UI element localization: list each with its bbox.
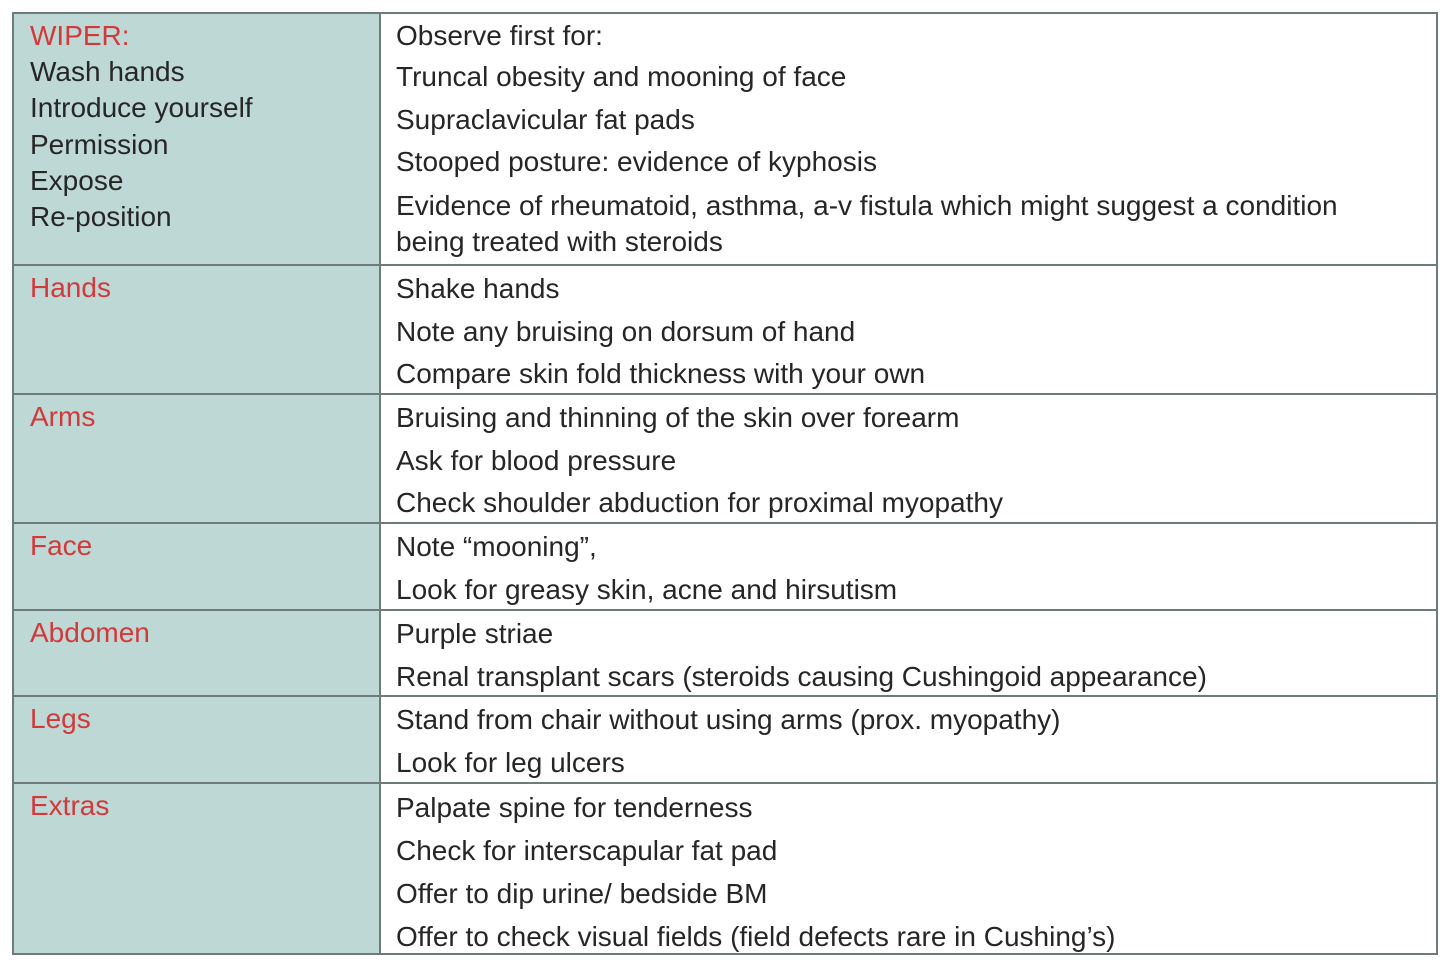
list-item: Stooped posture: evidence of kyphosis (396, 146, 877, 178)
row-heading: Abdomen (30, 617, 150, 648)
list-item: Look for greasy skin, acne and hirsutism (396, 573, 898, 605)
list-item: Truncal obesity and mooning of face (396, 61, 847, 92)
examination-checklist-table (12, 12, 1438, 955)
row-items-cell (381, 784, 1436, 953)
list-item: Supraclavicular fat pads (396, 103, 695, 135)
table-row-legs (14, 695, 1436, 782)
row-items-cell (381, 611, 1436, 695)
list-item: Bruising and thinning of the skin over forearm (396, 402, 960, 433)
list-item: Note any bruising on dorsum of hand (396, 315, 856, 347)
table-row-extras (14, 782, 1436, 953)
row-items-cell (381, 395, 1436, 522)
list-item: Check for interscapular fat pad (396, 835, 778, 866)
row-heading-cell (14, 524, 381, 609)
list-item: Note “mooning”, (396, 531, 597, 562)
wiper-step: Introduce yourself (30, 92, 253, 124)
row-heading: Extras (30, 790, 110, 821)
list-item: Compare skin fold thickness with your own (396, 358, 926, 390)
row-items-cell (381, 697, 1436, 782)
list-item: Shake hands (396, 273, 560, 304)
wiper-step: Expose (30, 164, 124, 196)
row-items-cell (381, 14, 1436, 264)
row-heading: Hands (30, 272, 111, 303)
wiper-step: Permission (30, 128, 169, 160)
row-items-cell (381, 266, 1436, 393)
table-row-face (14, 522, 1436, 609)
table-row-hands (14, 264, 1436, 393)
table-row-wiper (14, 14, 1436, 264)
wiper-step: Wash hands (30, 56, 185, 87)
list-item: Offer to dip urine/ bedside BM (396, 878, 768, 909)
table-row-abdomen (14, 609, 1436, 695)
list-item: Evidence of rheumatoid, asthma, a-v fistula which might suggest a condition being treated with steroids (396, 190, 1338, 258)
row-heading: Legs (30, 703, 91, 734)
row-heading-cell (14, 14, 381, 264)
row-heading-cell (14, 784, 381, 953)
list-item: Renal transplant scars (steroids causing Cushingoid appearance) (396, 660, 1207, 692)
list-item: Stand from chair without using arms (prox. myopathy) (396, 704, 1061, 735)
row-heading: WIPER: (30, 20, 130, 51)
list-item: Palpate spine for tenderness (396, 792, 753, 823)
list-item: Purple striae (396, 618, 554, 649)
list-item: Observe first for: (396, 20, 603, 51)
row-heading-cell (14, 266, 381, 393)
list-item: Check shoulder abduction for proximal myopathy (396, 487, 1003, 519)
row-heading-cell (14, 697, 381, 782)
list-item: Look for leg ulcers (396, 746, 625, 778)
list-item: Offer to check visual fields (field defects rare in Cushing’s) (396, 921, 1116, 952)
wiper-step: Re-position (30, 201, 172, 233)
list-item: Ask for blood pressure (396, 444, 677, 476)
table-row-arms (14, 393, 1436, 522)
row-heading-cell (14, 395, 381, 522)
row-heading-cell (14, 611, 381, 695)
row-items-cell (381, 524, 1436, 609)
row-heading: Arms (30, 401, 96, 432)
row-heading: Face (30, 530, 93, 561)
